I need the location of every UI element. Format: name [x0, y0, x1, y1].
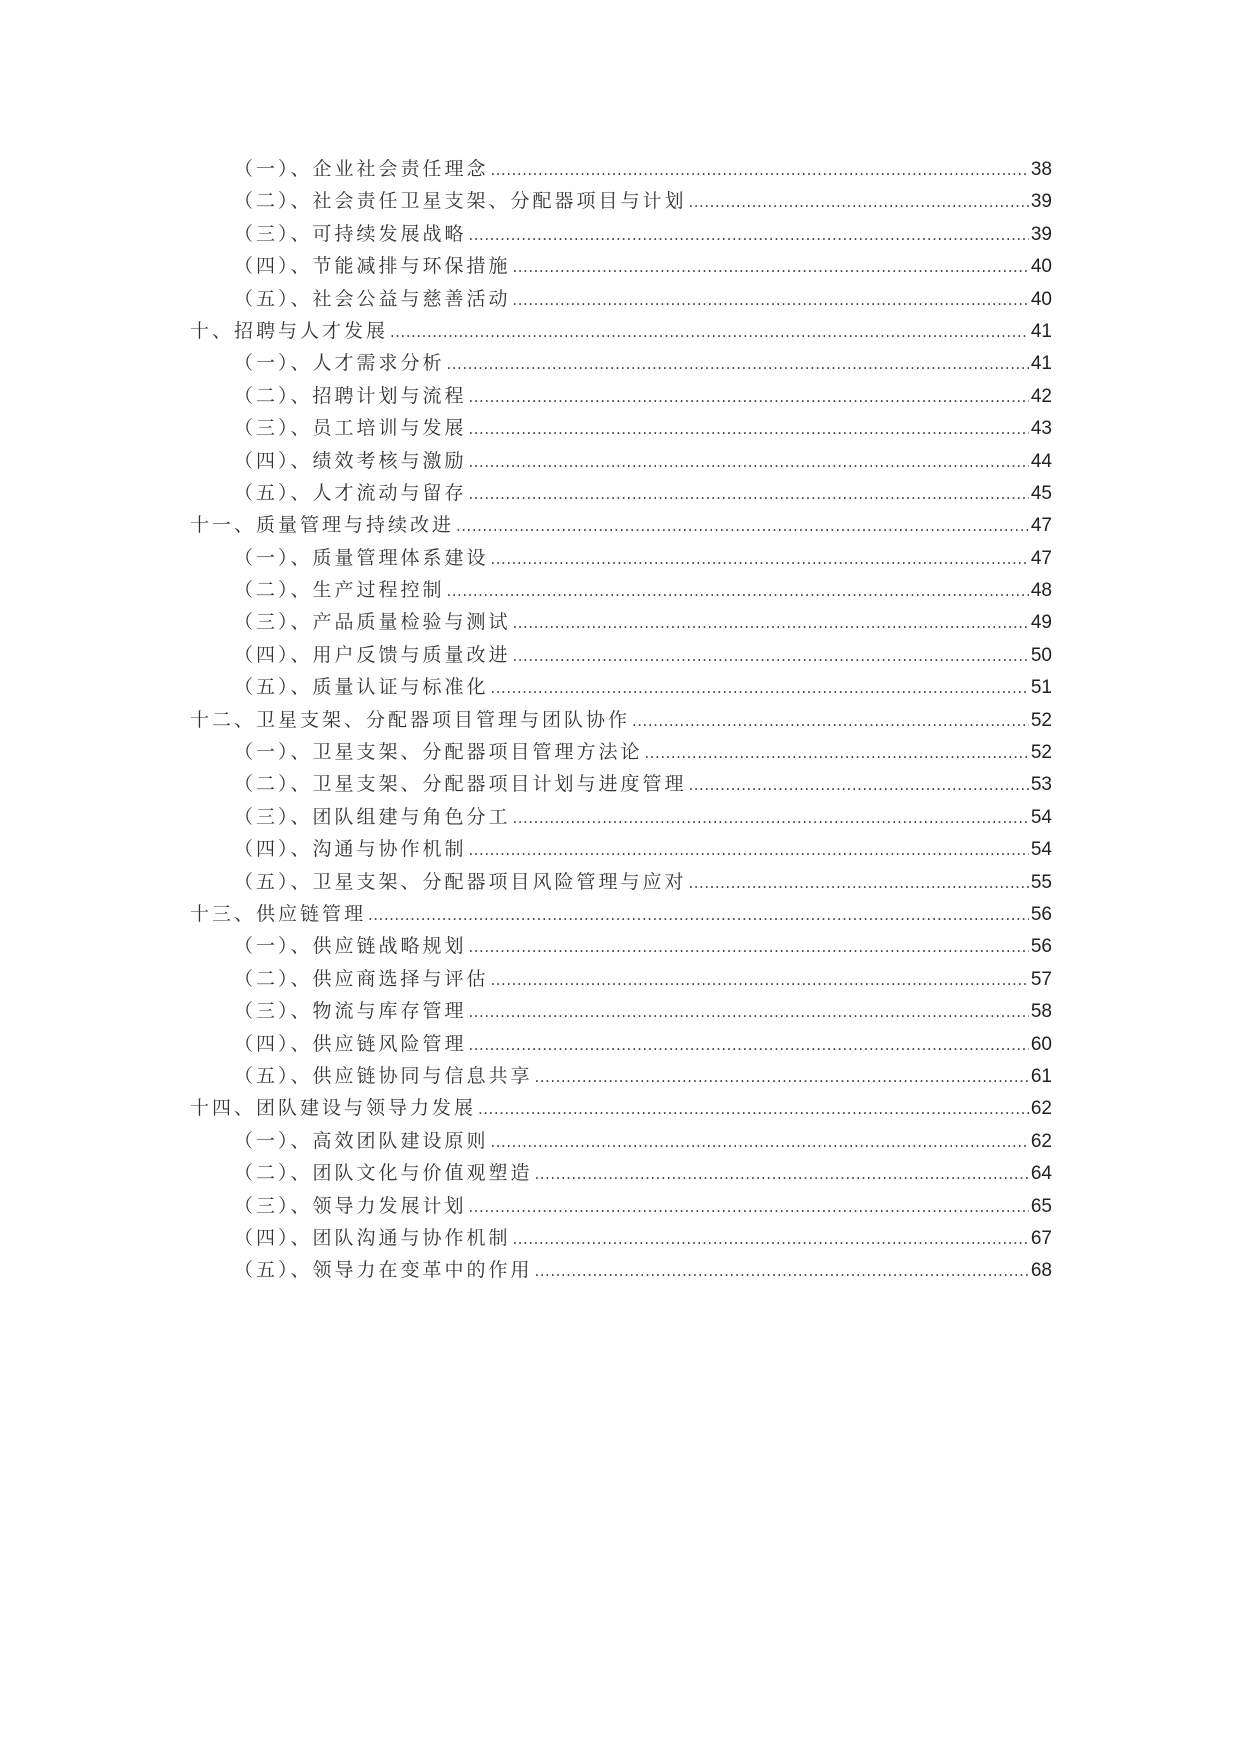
toc-dot-leader: [491, 1126, 1029, 1158]
toc-page-number: 54: [1030, 806, 1052, 828]
toc-page-number: 51: [1030, 677, 1052, 699]
toc-page-number: 52: [1030, 742, 1052, 764]
toc-entry-title: （四）、绩效考核与激励: [234, 449, 467, 472]
toc-entry-title: （三）、可持续发展战略: [234, 222, 467, 245]
toc-entry-title: （四）、团队沟通与协作机制: [234, 1226, 511, 1249]
toc-entry-title: （二）、招聘计划与流程: [234, 384, 467, 407]
toc-page-number: 56: [1030, 903, 1052, 925]
toc-dot-leader: [469, 834, 1029, 866]
toc-section-entry[interactable]: [190, 833, 1052, 865]
toc-page-number: 52: [1030, 709, 1052, 731]
toc-dot-leader: [535, 1255, 1029, 1287]
toc-entry-title: （三）、领导力发展计划: [234, 1194, 467, 1217]
toc-section-entry[interactable]: [190, 283, 1052, 315]
toc-chapter-entry[interactable]: [190, 1092, 1052, 1124]
toc-entry-title: （一）、企业社会责任理念: [234, 158, 489, 180]
toc-page-number: 49: [1030, 612, 1052, 634]
toc-dot-leader: [689, 186, 1029, 218]
toc-dot-leader: [513, 802, 1029, 834]
toc-entry-title: （二）、团队文化与价值观塑造: [234, 1162, 533, 1185]
toc-page-number: 68: [1030, 1260, 1052, 1282]
toc-dot-leader: [447, 575, 1029, 607]
toc-page-number: 38: [1030, 159, 1052, 180]
toc-entry-title: 十三、供应链管理: [190, 902, 367, 925]
toc-entry-title: （三）、物流与库存管理: [234, 1000, 467, 1023]
toc-page-number: 40: [1030, 288, 1052, 310]
toc-dot-leader: [491, 543, 1029, 575]
toc-dot-leader: [469, 1191, 1029, 1223]
toc-entry-title: （四）、沟通与协作机制: [234, 838, 467, 861]
toc-dot-leader: [513, 284, 1029, 316]
toc-page-number: 42: [1030, 385, 1052, 407]
toc-entry-title: （四）、供应链风险管理: [234, 1032, 467, 1055]
toc-entry-title: （四）、节能减排与环保措施: [234, 255, 511, 278]
toc-page-number: 44: [1030, 450, 1052, 472]
toc-dot-leader: [689, 867, 1029, 899]
toc-entry-title: （二）、社会责任卫星支架、分配器项目与计划: [234, 190, 687, 213]
toc-section-entry[interactable]: [190, 1028, 1052, 1060]
toc-page-number: 43: [1030, 418, 1052, 440]
toc-page-number: 53: [1030, 774, 1052, 796]
toc-section-entry[interactable]: [190, 1125, 1052, 1157]
toc-section-entry[interactable]: [190, 218, 1052, 250]
toc-section-entry[interactable]: [190, 963, 1052, 995]
toc-section-entry[interactable]: [190, 1060, 1052, 1092]
toc-section-entry[interactable]: [190, 995, 1052, 1027]
toc-page-number: 39: [1030, 223, 1052, 245]
toc-dot-leader: [469, 413, 1029, 445]
toc-page-number: 41: [1030, 320, 1052, 342]
toc-dot-leader: [469, 381, 1029, 413]
toc-section-entry[interactable]: [190, 1222, 1052, 1254]
toc-dot-leader: [689, 769, 1029, 801]
toc-dot-leader: [513, 607, 1029, 639]
table-of-contents: [190, 153, 1052, 1287]
toc-section-entry[interactable]: [190, 671, 1052, 703]
toc-dot-leader: [469, 446, 1029, 478]
toc-page-number: 61: [1030, 1065, 1052, 1087]
toc-dot-leader: [478, 1093, 1029, 1125]
toc-entry-title: （一）、人才需求分析: [234, 352, 445, 375]
toc-page-number: 54: [1030, 839, 1052, 861]
toc-dot-leader: [469, 219, 1029, 251]
toc-page-number: 45: [1030, 482, 1052, 504]
toc-entry-title: （二）、卫星支架、分配器项目计划与进度管理: [234, 773, 687, 796]
toc-page-number: 65: [1030, 1195, 1052, 1217]
toc-page-number: 48: [1030, 580, 1052, 602]
toc-entry-title: （五）、供应链协同与信息共享: [234, 1064, 533, 1087]
toc-dot-leader: [491, 672, 1029, 704]
toc-dot-leader: [469, 478, 1029, 510]
toc-dot-leader: [469, 996, 1029, 1028]
toc-entry-title: 十一、质量管理与持续改进: [190, 514, 455, 537]
toc-entry-title: （五）、社会公益与慈善活动: [234, 287, 511, 310]
toc-section-entry[interactable]: [190, 153, 1052, 185]
toc-chapter-entry[interactable]: [190, 704, 1052, 736]
toc-section-entry[interactable]: [190, 1254, 1052, 1286]
toc-section-entry[interactable]: [190, 801, 1052, 833]
toc-entry-title: （五）、人才流动与留存: [234, 481, 467, 504]
toc-entry-title: （三）、员工培训与发展: [234, 417, 467, 440]
toc-entry-title: （一）、质量管理体系建设: [234, 546, 489, 569]
toc-section-entry[interactable]: [190, 412, 1052, 444]
toc-dot-leader: [645, 737, 1029, 769]
toc-page-number: 47: [1030, 515, 1052, 537]
toc-entry-title: （五）、卫星支架、分配器项目风险管理与应对: [234, 870, 687, 893]
toc-dot-leader: [513, 1223, 1029, 1255]
toc-chapter-entry[interactable]: [190, 315, 1052, 347]
toc-entry-title: 十二、卫星支架、分配器项目管理与团队协作: [190, 708, 631, 731]
toc-section-entry[interactable]: [190, 736, 1052, 768]
toc-dot-leader: [632, 705, 1029, 737]
toc-entry-title: （一）、高效团队建设原则: [234, 1129, 489, 1152]
toc-page-number: 62: [1030, 1130, 1052, 1152]
toc-section-entry[interactable]: [190, 574, 1052, 606]
toc-page-number: 50: [1030, 644, 1052, 666]
toc-section-entry[interactable]: [190, 1157, 1052, 1189]
toc-dot-leader: [368, 899, 1029, 931]
toc-section-entry[interactable]: [190, 606, 1052, 638]
toc-page-number: 56: [1030, 936, 1052, 958]
toc-section-entry[interactable]: [190, 185, 1052, 217]
toc-entry-title: （四）、用户反馈与质量改进: [234, 643, 511, 666]
toc-entry-title: （三）、产品质量检验与测试: [234, 611, 511, 634]
toc-page-number: 57: [1030, 968, 1052, 990]
toc-dot-leader: [390, 316, 1029, 348]
toc-dot-leader: [513, 251, 1029, 283]
toc-dot-leader: [491, 964, 1029, 996]
toc-entry-title: （二）、供应商选择与评估: [234, 967, 489, 990]
toc-section-entry[interactable]: [190, 380, 1052, 412]
toc-section-entry[interactable]: [190, 930, 1052, 962]
toc-dot-leader: [447, 348, 1029, 380]
toc-page-number: 40: [1030, 256, 1052, 278]
toc-section-entry[interactable]: [190, 1190, 1052, 1222]
toc-dot-leader: [535, 1158, 1029, 1190]
toc-dot-leader: [469, 931, 1029, 963]
toc-section-entry[interactable]: [190, 639, 1052, 671]
toc-entry-title: （一）、供应链战略规划: [234, 935, 467, 958]
toc-section-entry[interactable]: [190, 250, 1052, 282]
toc-dot-leader: [491, 154, 1029, 186]
toc-page-number: 39: [1030, 191, 1052, 213]
toc-section-entry[interactable]: [190, 445, 1052, 477]
toc-section-entry[interactable]: [190, 542, 1052, 574]
toc-section-entry[interactable]: [190, 477, 1052, 509]
toc-page-number: 64: [1030, 1163, 1052, 1185]
toc-page-number: 67: [1030, 1227, 1052, 1249]
toc-entry-title: （五）、领导力在变革中的作用: [234, 1259, 533, 1282]
toc-page-number: 41: [1030, 353, 1052, 375]
toc-dot-leader: [456, 510, 1029, 542]
toc-page-number: 58: [1030, 1001, 1052, 1023]
toc-page-number: 55: [1030, 871, 1052, 893]
toc-entry-title: （二）、生产过程控制: [234, 579, 445, 602]
toc-entry-title: （一）、卫星支架、分配器项目管理方法论: [234, 741, 643, 764]
toc-entry-title: （三）、团队组建与角色分工: [234, 805, 511, 828]
toc-section-entry[interactable]: [190, 768, 1052, 800]
toc-section-entry[interactable]: [190, 347, 1052, 379]
toc-dot-leader: [513, 640, 1029, 672]
toc-entry-title: 十四、团队建设与领导力发展: [190, 1097, 477, 1120]
toc-page-number: 60: [1030, 1033, 1052, 1055]
toc-chapter-entry[interactable]: [190, 898, 1052, 930]
toc-dot-leader: [535, 1061, 1029, 1093]
toc-entry-title: （五）、质量认证与标准化: [234, 676, 489, 699]
toc-section-entry[interactable]: [190, 866, 1052, 898]
toc-page-number: 47: [1030, 547, 1052, 569]
toc-chapter-entry[interactable]: [190, 509, 1052, 541]
toc-entry-title: 十、招聘与人才发展: [190, 319, 389, 342]
toc-dot-leader: [469, 1029, 1029, 1061]
toc-page-number: 62: [1030, 1098, 1052, 1120]
